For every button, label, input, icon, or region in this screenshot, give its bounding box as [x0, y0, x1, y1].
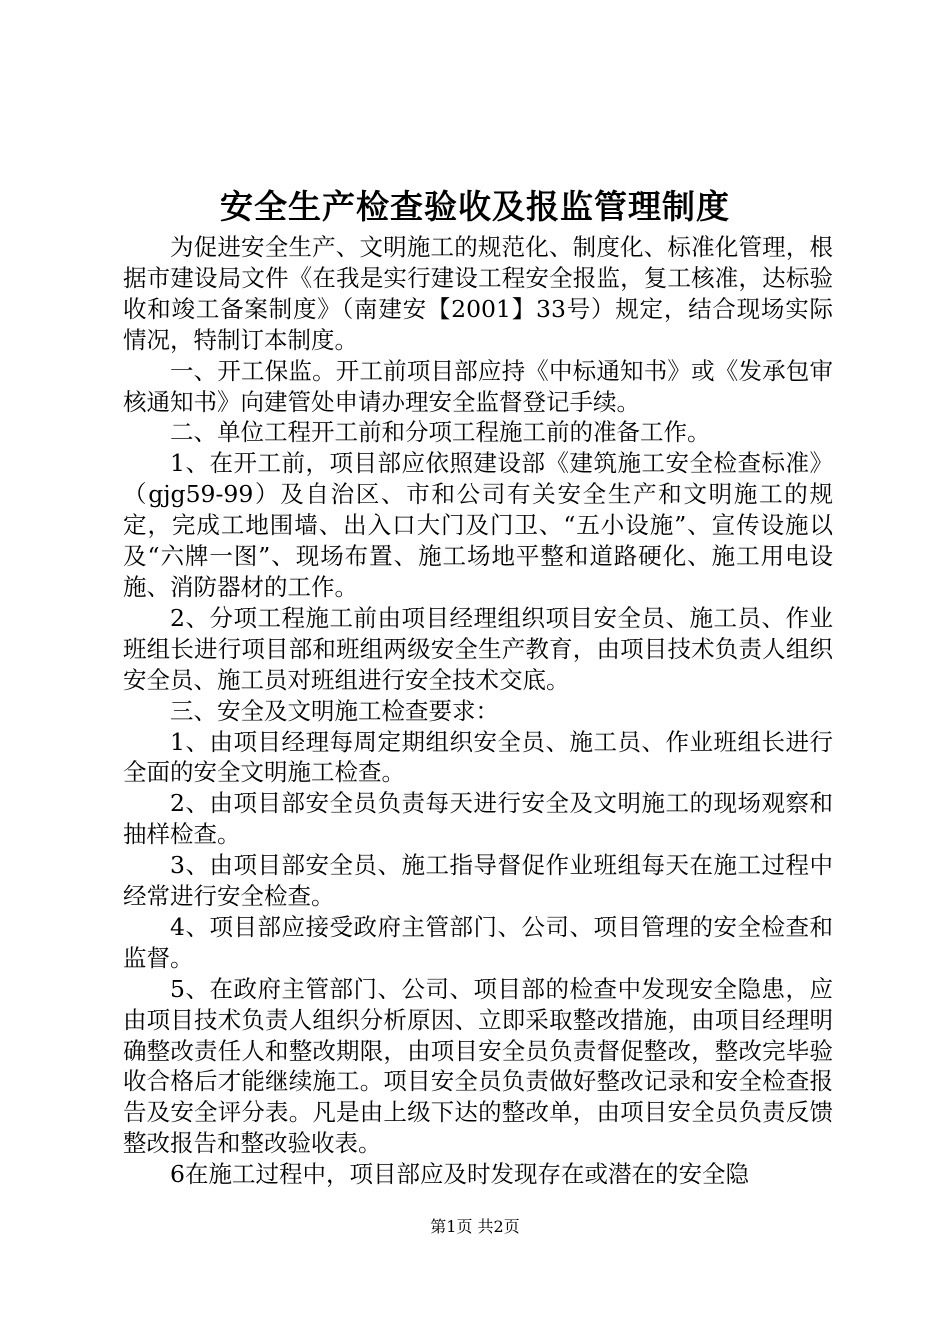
paragraph-section-2-item-1: 1、在开工前，项目部应依照建设部《建筑施工安全检查标准》（gjg59-99）及自治区、市和公司有关安全生产和文明施工的规定，完成工地围墙、出入口大门及门卫、“五小设施”、宣传设施以及“六牌一图”、现场布置、施工场地平整和道路硬化、施工用电设施、消防器材的工作。 [123, 449, 833, 601]
paragraph-section-2: 二、单位工程开工前和分项工程施工前的准备工作。 [170, 418, 711, 447]
paragraph-section-3-item-5: 5、在政府主管部门、公司、项目部的检查中发现安全隐患，应由项目技术负责人组织分析原因、立即采取整改措施，由项目经理明确整改责任人和整改期限，由项目安全员负责督促整改，整改完毕验收合格后才能继续施工。项目安全员负责做好整改记录和安全检查报告及安全评分表。凡是由上级下达的整改单，由项目安全员负责反馈整改报告和整改验收表。 [123, 974, 833, 1158]
document-body [123, 232, 833, 1190]
paragraph-section-3-item-2: 2、由项目部安全员负责每天进行安全及文明施工的现场观察和抽样检查。 [123, 789, 833, 849]
paragraph-section-2-item-2: 2、分项工程施工前由项目经理组织项目安全员、施工员、作业班组长进行项目部和班组两级安全生产教育，由项目技术负责人组织安全员、施工员对班组进行安全技术交底。 [123, 603, 833, 694]
paragraph-intro: 为促进安全生产、文明施工的规范化、制度化、标准化管理，根据市建设局文件《在我是实行建设工程安全报监，复工核准，达标验收和竣工备案制度》（南建安【2001】33号）规定，结合现场实际情况，特制订本制度。 [123, 233, 833, 354]
paragraph-section-3-item-6: 6在施工过程中，项目部应及时发现存在或潜在的安全隐 [170, 1160, 749, 1189]
paragraph-section-3: 三、安全及文明施工检查要求： [170, 696, 499, 725]
paragraph-section-3-item-3: 3、由项目部安全员、施工指导督促作业班组每天在施工过程中经常进行安全检查。 [123, 851, 833, 911]
document-title: 安全生产检查验收及报监管理制度 [220, 187, 730, 226]
paragraph-section-3-item-1: 1、由项目经理每周定期组织安全员、施工员、作业班组长进行全面的安全文明施工检查。 [123, 727, 833, 787]
paragraph-section-3-item-4: 4、项目部应接受政府主管部门、公司、项目管理的安全检查和监督。 [123, 912, 833, 972]
paragraph-section-1: 一、开工保监。开工前项目部应持《中标通知书》或《发承包审核通知书》向建管处申请办理安全监督登记手续。 [123, 356, 833, 416]
page-number-footer: 第1页 共2页 [430, 1217, 520, 1236]
